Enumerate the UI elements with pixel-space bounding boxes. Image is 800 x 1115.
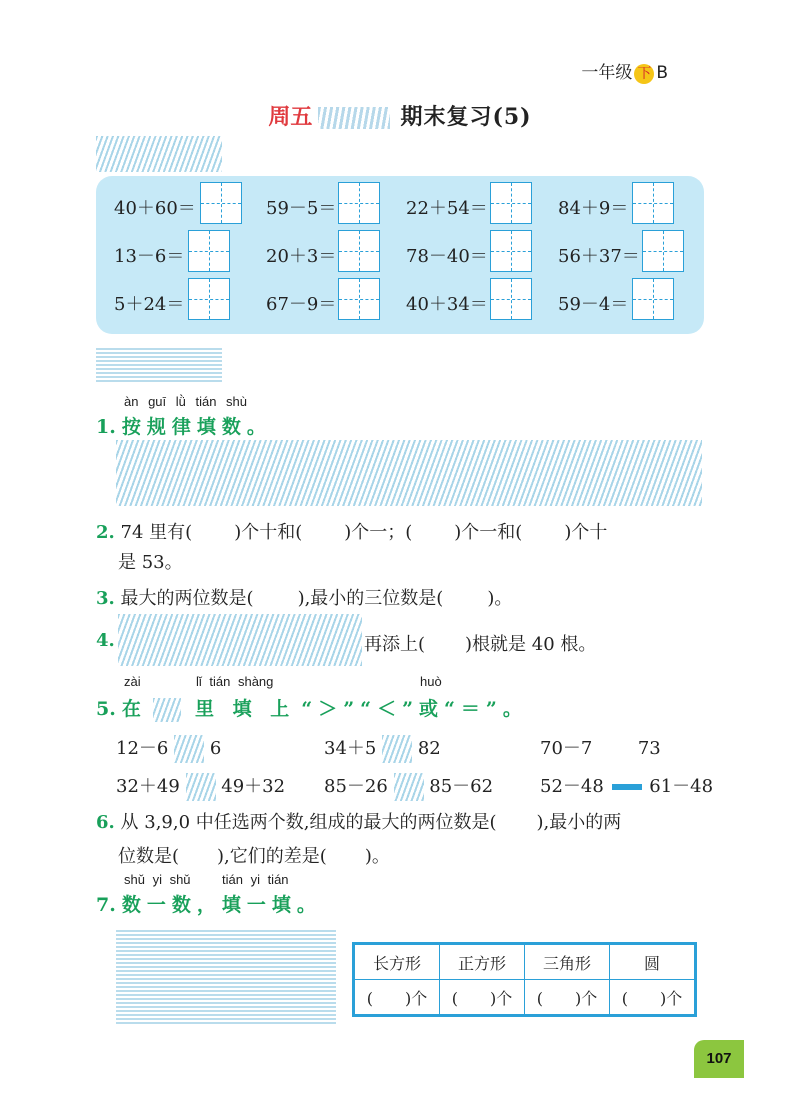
question-1 bbox=[96, 412, 272, 439]
answer-box[interactable] bbox=[490, 182, 532, 224]
answer-box[interactable] bbox=[490, 230, 532, 272]
compare-left: 32＋49 bbox=[116, 776, 180, 797]
question-2 bbox=[96, 518, 607, 544]
compare-circle[interactable] bbox=[598, 735, 632, 763]
header-square: 正方形 bbox=[440, 945, 525, 980]
q5-number: 5. bbox=[96, 698, 116, 720]
q5-text-1: 在 bbox=[121, 698, 147, 720]
q7-pinyin-b: tián yi tián bbox=[222, 872, 289, 887]
q6-text-2: ),最小的两 bbox=[536, 812, 622, 833]
q4-text-1: 再添上( bbox=[364, 634, 426, 655]
answer-box[interactable] bbox=[490, 278, 532, 320]
answer-box[interactable] bbox=[188, 278, 230, 320]
q3-text-1: 最大的两位数是( bbox=[120, 588, 254, 609]
compare-left: 70－7 bbox=[540, 738, 593, 759]
answer-box[interactable] bbox=[642, 230, 684, 272]
compare-circle[interactable] bbox=[382, 735, 412, 763]
calculation-panel bbox=[96, 176, 704, 334]
q2-number: 2. bbox=[96, 522, 115, 543]
count-cell-rectangle[interactable]: ( )个 bbox=[355, 980, 440, 1015]
q2-text-3: )个一；( bbox=[344, 522, 413, 543]
q6-text-1: 从 3,9,0 中任选两个数,组成的最大的两位数是( bbox=[120, 812, 497, 833]
q3-text-3: )。 bbox=[487, 588, 513, 609]
q5-pinyin-huo: huò bbox=[420, 674, 442, 689]
compare-left: 85－26 bbox=[324, 776, 388, 797]
compare-right: 6 bbox=[209, 738, 222, 759]
q6-line-2 bbox=[118, 842, 390, 868]
q3-text-2: ),最小的三位数是( bbox=[297, 588, 444, 609]
equation: 78－40＝ bbox=[406, 246, 488, 267]
compare-right: 73 bbox=[637, 738, 661, 759]
equation: 59－5＝ bbox=[266, 198, 337, 219]
answer-box[interactable] bbox=[632, 182, 674, 224]
equation: 56＋37＝ bbox=[558, 246, 640, 267]
equation: 20＋3＝ bbox=[266, 246, 337, 267]
equation: 67－9＝ bbox=[266, 294, 337, 315]
compare-row-1 bbox=[116, 734, 221, 763]
question-6 bbox=[96, 808, 621, 834]
compare-row-2c bbox=[540, 772, 713, 798]
q5-pinyin-zai: zài bbox=[124, 674, 141, 689]
compare-row-2 bbox=[116, 772, 285, 801]
count-cell-square[interactable]: ( )个 bbox=[440, 980, 525, 1015]
question-7 bbox=[96, 890, 322, 917]
section-banner-calc bbox=[96, 136, 222, 172]
compare-right: 61－48 bbox=[649, 776, 714, 797]
question-4-number bbox=[96, 630, 115, 651]
shapes-picture bbox=[116, 930, 336, 1024]
grade-prefix: 一年级 bbox=[581, 63, 633, 83]
q3-number: 3. bbox=[96, 588, 115, 609]
q4-text-2: )根就是 40 根。 bbox=[465, 634, 597, 655]
sticks-image bbox=[118, 614, 362, 666]
q6-number: 6. bbox=[96, 812, 115, 833]
circle-placeholder-icon bbox=[153, 698, 181, 722]
compare-row-1b bbox=[324, 734, 441, 763]
grade-suffix: B bbox=[656, 63, 668, 83]
q6-text-4: ),它们的差是( bbox=[217, 846, 327, 867]
question-3 bbox=[96, 584, 512, 610]
equation: 40＋60＝ bbox=[114, 198, 196, 219]
equation: 13－6＝ bbox=[114, 246, 185, 267]
q5-text-3: “＞”“＜”或“＝”。 bbox=[301, 698, 528, 720]
equation: 40＋34＝ bbox=[406, 294, 488, 315]
title-text: 期末复习(5) bbox=[400, 104, 532, 130]
q5-text-2: 里 填 上 bbox=[195, 698, 296, 720]
answer-box[interactable] bbox=[338, 278, 380, 320]
title-decoration bbox=[318, 107, 390, 129]
equation: 22＋54＝ bbox=[406, 198, 488, 219]
compare-circle[interactable] bbox=[174, 735, 204, 763]
answer-box[interactable] bbox=[338, 230, 380, 272]
equation: 59－4＝ bbox=[558, 294, 629, 315]
compare-circle[interactable] bbox=[612, 784, 642, 790]
answer-box[interactable] bbox=[632, 278, 674, 320]
answer-box[interactable] bbox=[338, 182, 380, 224]
answer-box[interactable] bbox=[200, 182, 242, 224]
q6-text-3: 位数是( bbox=[118, 846, 180, 867]
header-rectangle: 长方形 bbox=[355, 945, 440, 980]
compare-circle[interactable] bbox=[394, 773, 424, 801]
question-4 bbox=[364, 630, 596, 656]
page-title bbox=[0, 100, 800, 131]
section-banner-fill bbox=[96, 346, 222, 382]
q4-number: 4. bbox=[96, 630, 115, 651]
compare-left: 34＋5 bbox=[324, 738, 377, 759]
shape-count-table bbox=[352, 942, 697, 1017]
compare-circle[interactable] bbox=[186, 773, 216, 801]
q1-pinyin: àn guī lǜ tián shù bbox=[124, 394, 248, 409]
grade-label bbox=[581, 58, 668, 84]
count-cell-circle[interactable]: ( )个 bbox=[610, 980, 695, 1015]
compare-right: 49＋32 bbox=[221, 776, 286, 797]
compare-right: 85－62 bbox=[429, 776, 494, 797]
q7-pinyin-a: shǔ yi shǔ bbox=[124, 872, 191, 887]
q2-text-1: 74 里有( bbox=[120, 522, 193, 543]
question-5 bbox=[96, 694, 528, 722]
q6-text-5: )。 bbox=[364, 846, 390, 867]
q7-number: 7. bbox=[96, 894, 116, 916]
title-day: 周五 bbox=[268, 104, 313, 130]
equation: 5＋24＝ bbox=[114, 294, 185, 315]
compare-row-1c bbox=[540, 734, 661, 763]
q5-pinyin-li: lǐ tián shàng bbox=[196, 674, 274, 689]
q1-number: 1. bbox=[96, 416, 116, 438]
sequence-image bbox=[116, 440, 702, 506]
q7-text: 数一数，填一填。 bbox=[121, 894, 322, 916]
grade-badge: 下 bbox=[634, 64, 654, 84]
q2-line-2: 是 53。 bbox=[118, 552, 183, 573]
count-cell-triangle[interactable]: ( )个 bbox=[525, 980, 610, 1015]
q2-text-4: )个一和( bbox=[454, 522, 523, 543]
answer-box[interactable] bbox=[188, 230, 230, 272]
compare-left: 12－6 bbox=[116, 738, 169, 759]
header-circle: 圆 bbox=[610, 945, 695, 980]
header-triangle: 三角形 bbox=[525, 945, 610, 980]
compare-row-2b bbox=[324, 772, 493, 801]
page-number: 107 bbox=[694, 1040, 744, 1078]
q1-text: 按规律填数。 bbox=[121, 416, 272, 438]
compare-right: 82 bbox=[417, 738, 441, 759]
q2-text-2: )个十和( bbox=[234, 522, 303, 543]
compare-left: 52－48 bbox=[540, 776, 604, 797]
q2-text-5: )个十 bbox=[564, 522, 608, 543]
equation: 84＋9＝ bbox=[558, 198, 629, 219]
